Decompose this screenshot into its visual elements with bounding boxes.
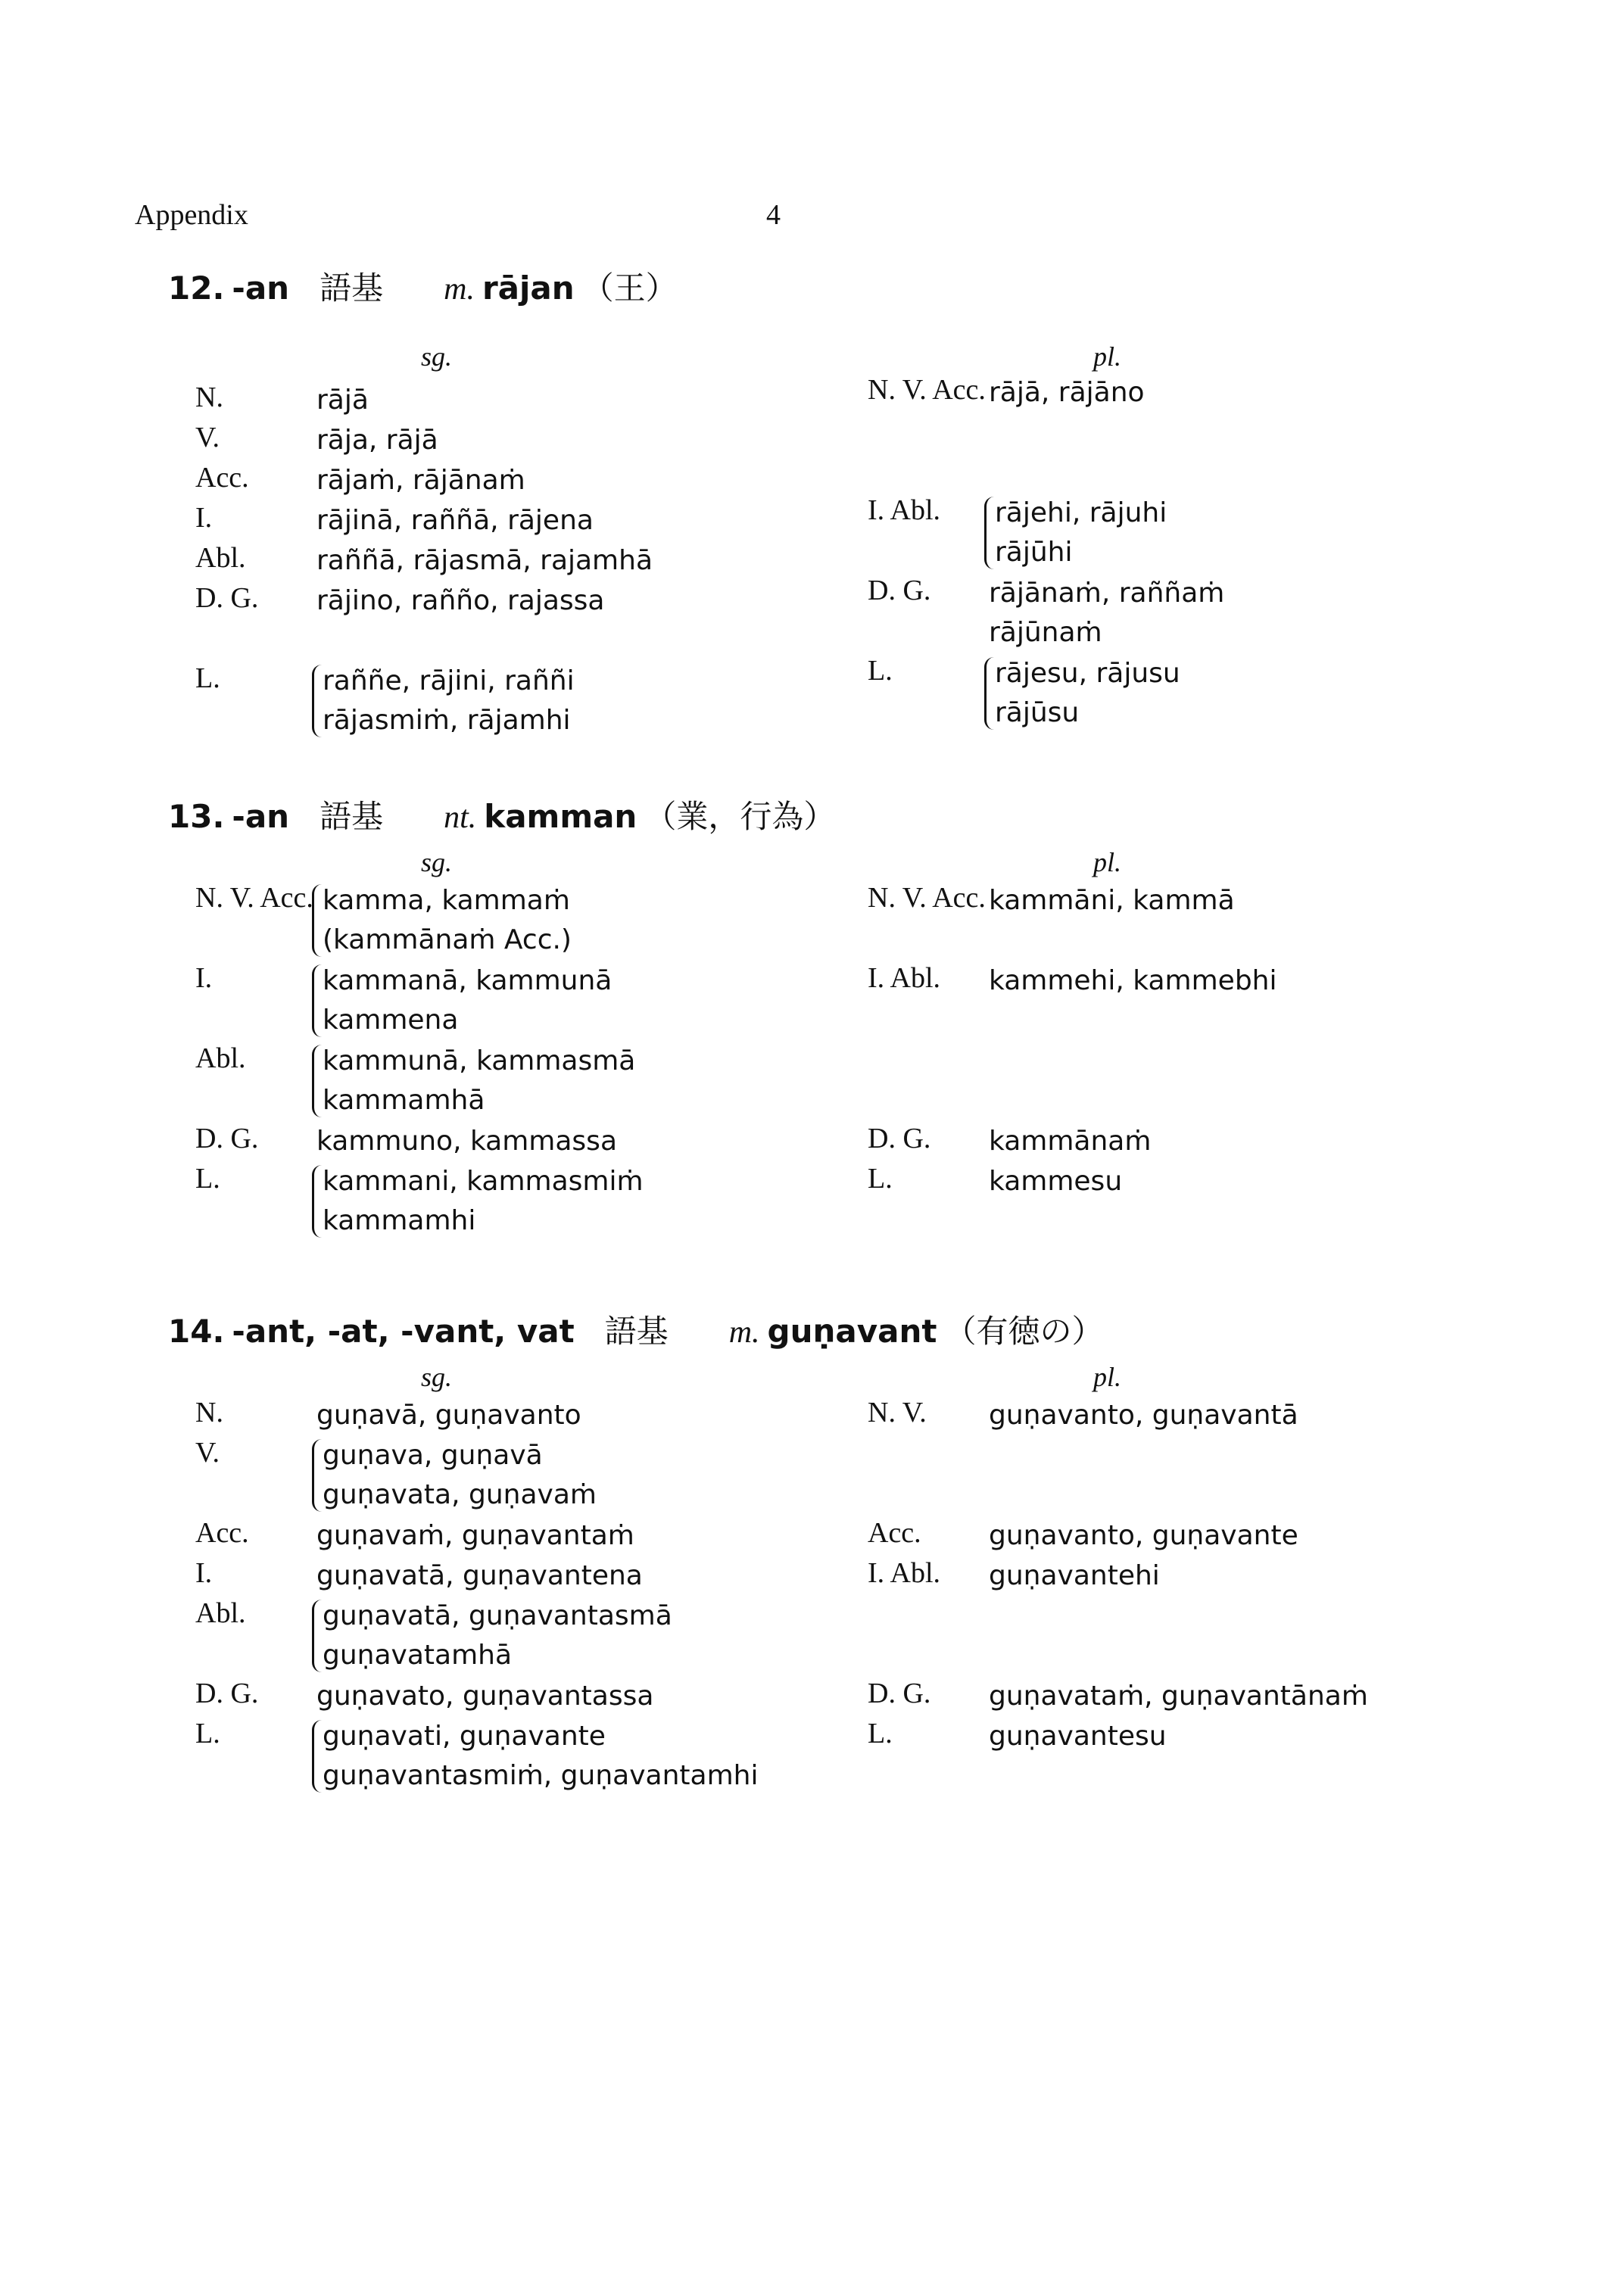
case-label: I. Abl. [868,494,941,526]
gloss: （有徳の） [944,1313,1104,1350]
stem-label: 語基 [320,798,384,835]
form-line: guṇavantehi [989,1560,1160,1591]
inflected-forms [316,381,369,420]
case-label: N. [195,382,223,413]
form-line: kammamhā [323,1085,485,1116]
singular-heading: sg. [421,847,453,877]
inflected-forms [989,1516,1298,1556]
form-line: kammena [323,1005,459,1036]
case-label: D. G. [195,1678,259,1709]
case-label: N. V. Acc. [868,882,986,914]
form-line: kammamhi [323,1205,476,1236]
inflected-forms [995,494,1167,572]
form-line: rājūsu [995,697,1080,728]
inflected-forms [323,662,575,740]
lemma: guṇavant [767,1313,937,1350]
inflected-forms [316,501,594,541]
section-number: 14. [168,1313,225,1350]
form-line: (kammānaṁ Acc.) [323,924,572,955]
case-label: I. [195,502,213,534]
inflected-forms [316,541,653,581]
form-line: guṇavā, guṇavanto [316,1400,581,1431]
section-number: 13. [168,798,225,835]
case-label: I. [195,1557,213,1589]
form-line: guṇavantasmiṁ, guṇavantamhi [323,1760,759,1791]
inflected-forms [316,461,525,500]
form-line: rājānaṁ, raññaṁ [989,578,1225,609]
form-line: kammāni, kammā [989,885,1235,916]
inflected-forms [323,1162,644,1241]
brace-mark [312,1045,322,1117]
plural-heading: pl. [1093,341,1122,372]
inflected-forms [995,654,1180,733]
brace-mark [312,1165,322,1238]
case-label: D. G. [868,575,931,606]
gloss: （業，行為） [644,798,836,835]
case-label: Acc. [868,1517,921,1549]
form-line: rājūhi [995,537,1073,568]
case-label: V. [195,1437,220,1469]
running-header: Appendix [135,199,248,231]
form-line: raññā, rājasmā, rajamhā [316,545,653,576]
form-line: rājaṁ, rājānaṁ [316,465,525,496]
inflected-forms [989,961,1277,1001]
case-label: Acc. [195,1517,249,1549]
inflected-forms [323,1717,758,1796]
inflected-forms [316,1677,653,1716]
form-line: rāja, rājā [316,425,438,456]
plural-heading: pl. [1093,847,1122,877]
brace-mark [984,657,994,730]
case-label: N. V. [868,1397,927,1428]
gender-label: m. [728,1315,760,1350]
brace-mark [312,665,322,737]
brace-mark [312,964,322,1037]
form-line: kammani, kammasmiṁ [323,1166,644,1197]
inflected-forms [316,421,438,460]
brace-mark [312,1720,322,1793]
form-line: rājasmiṁ, rājamhi [323,705,571,736]
stem-suffix: -an [232,798,290,835]
singular-heading: sg. [421,341,453,372]
case-label: Abl. [195,542,246,574]
case-label: L. [195,1163,220,1195]
form-line: rājinā, raññā, rājena [316,505,594,536]
case-label: Abl. [195,1042,246,1074]
form-line: guṇavata, guṇavaṁ [323,1479,597,1510]
stem-label: 語基 [604,1313,669,1350]
form-line: kammehi, kammebhi [989,965,1277,996]
inflected-forms [989,574,1224,653]
form-line: rājehi, rājuhi [995,497,1167,528]
form-line: guṇavanto, guṇavantā [989,1400,1298,1431]
inflected-forms [323,1436,597,1515]
plural-heading: pl. [1093,1362,1122,1392]
form-line: guṇavataṁ, guṇavantānaṁ [989,1681,1368,1712]
inflected-forms [323,1597,672,1675]
case-label: I. Abl. [868,962,941,994]
form-line: guṇavatā, guṇavantasmā [323,1600,672,1631]
form-line: kammunā, kammasmā [323,1045,636,1076]
case-label: D. G. [868,1678,931,1709]
section-title [168,1307,1103,1352]
form-line: rājūnaṁ [989,617,1102,648]
inflected-forms [323,1042,635,1120]
gender-label: nt. [444,800,477,835]
form-line: guṇavaṁ, guṇavantaṁ [316,1520,634,1551]
form-line: kammuno, kammassa [316,1126,618,1157]
case-label: N. [195,1397,223,1428]
form-line: guṇavanto, guṇavante [989,1520,1298,1551]
case-label: L. [868,1163,893,1195]
inflected-forms [316,1396,581,1435]
lemma: rājan [482,269,575,307]
form-line: guṇavatamhā [323,1640,513,1671]
form-line: guṇavatā, guṇavantena [316,1560,643,1591]
brace-mark [984,497,994,569]
form-line: guṇavato, guṇavantassa [316,1681,654,1712]
section-title [168,263,678,309]
case-label: Abl. [195,1597,246,1629]
gender-label: m. [444,272,475,307]
case-label: N. V. Acc. [195,882,313,914]
case-label: V. [195,422,220,453]
inflected-forms [989,881,1235,921]
form-line: rājā [316,385,369,416]
form-line: rājino, rañño, rajassa [316,585,605,616]
form-line: kamma, kammaṁ [323,885,570,916]
inflected-forms [323,881,572,960]
form-line: kammanā, kammunā [323,965,613,996]
case-label: I. [195,962,213,994]
case-label: Acc. [195,462,249,494]
page-number: 4 [766,199,781,231]
case-label: L. [195,1718,220,1749]
inflected-forms [323,961,612,1040]
inflected-forms [989,1556,1160,1596]
case-label: L. [868,1718,893,1749]
form-line: rājesu, rājusu [995,658,1180,689]
form-line: kammānaṁ [989,1126,1152,1157]
form-line: raññe, rājini, raññi [323,665,575,696]
case-label: D. G. [868,1123,931,1154]
case-label: N. V. Acc. [868,374,986,406]
brace-mark [312,1439,322,1512]
inflected-forms [316,1556,643,1596]
inflected-forms [989,1162,1122,1201]
inflected-forms [989,1717,1167,1756]
case-label: I. Abl. [868,1557,941,1589]
section-title [168,792,835,837]
form-line: guṇava, guṇavā [323,1440,543,1471]
brace-mark [312,1600,322,1672]
stem-label: 語基 [320,269,384,307]
case-label: D. G. [195,582,259,614]
form-line: guṇavantesu [989,1721,1167,1752]
form-line: rājā, rājāno [989,377,1145,408]
inflected-forms [989,1396,1298,1435]
gloss: （王） [581,269,678,307]
case-label: L. [195,662,220,694]
singular-heading: sg. [421,1362,453,1392]
inflected-forms [316,1122,617,1161]
stem-suffix: -ant, -at, -vant, vat [232,1313,575,1350]
form-line: kammesu [989,1166,1123,1197]
inflected-forms [989,373,1145,413]
section-number: 12. [168,269,225,307]
inflected-forms [989,1122,1151,1161]
lemma: kamman [484,798,637,835]
inflected-forms [316,581,605,621]
brace-mark [312,884,322,957]
case-label: L. [868,655,893,687]
inflected-forms [316,1516,634,1556]
form-line: guṇavati, guṇavante [323,1721,606,1752]
inflected-forms [989,1677,1368,1716]
case-label: D. G. [195,1123,259,1154]
stem-suffix: -an [232,269,290,307]
